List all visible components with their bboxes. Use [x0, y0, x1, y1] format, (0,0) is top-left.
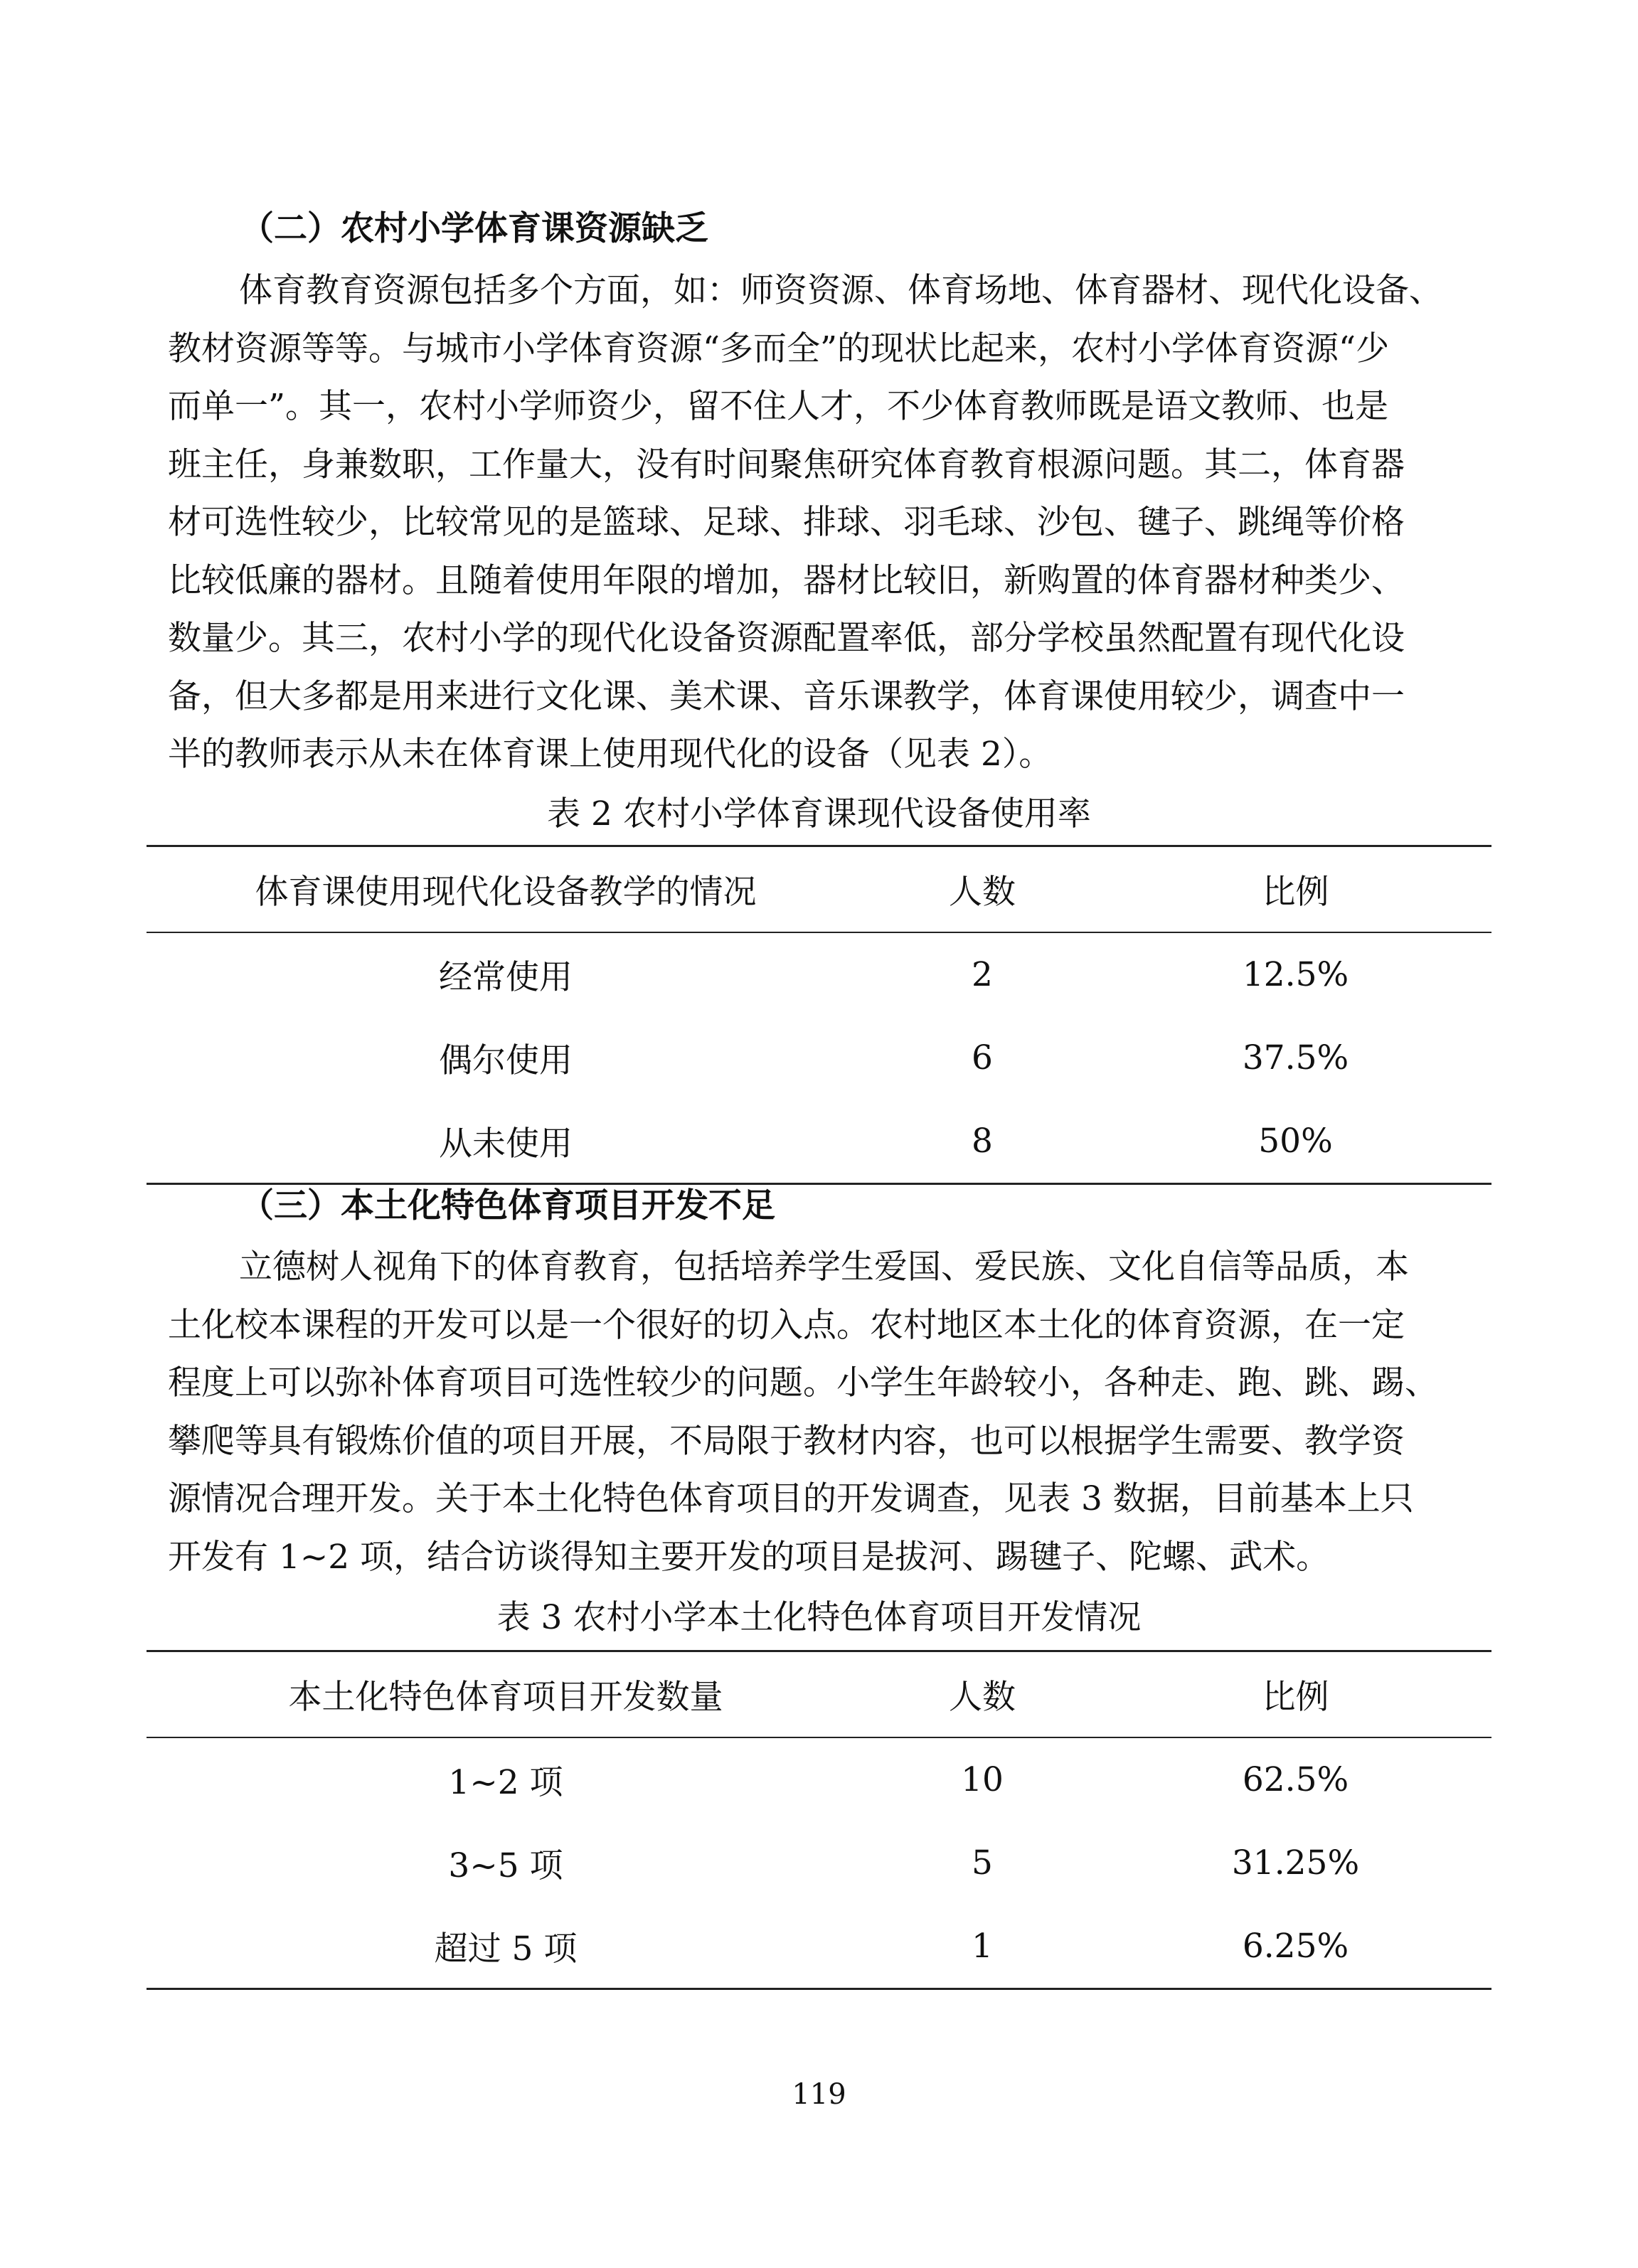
paragraph-line: 比较低廉的器材。且随着使用年限的增加，器材比较旧，新购置的体育器材种类少、 [168, 560, 1405, 600]
table-header-cell: 人数 [949, 1678, 1016, 1717]
paragraph-line: 备，但大多都是用来进行文化课、美术课、音乐课教学，体育课使用较少，调查中一 [168, 676, 1405, 716]
table-cell: 从未使用 [439, 1124, 573, 1164]
paragraph-line: 而单一”。其一，农村小学师资少，留不住人才，不少体育教师既是语文教师、也是 [168, 387, 1389, 426]
section-2-paragraph [168, 262, 1477, 784]
table-cell: 62.5% [1242, 1760, 1349, 1799]
paragraph-line: 数量少。其三，农村小学的现代化设备资源配置率低，部分学校虽然配置有现代化设 [168, 619, 1405, 658]
paragraph-line: 土化校本课程的开发可以是一个很好的切入点。农村地区本土化的体育资源，在一定 [168, 1305, 1405, 1345]
table-cell: 12.5% [1242, 955, 1349, 994]
table-header-cell: 体育课使用现代化设备教学的情况 [255, 873, 757, 912]
table-3-caption: 表 3 农村小学本土化特色体育项目开发情况 [496, 1598, 1142, 1637]
table-cell: 3~5 项 [448, 1846, 563, 1885]
table-cell: 2 [972, 955, 993, 994]
table-cell: 10 [961, 1760, 1004, 1799]
paragraph-line: 教材资源等等。与城市小学体育资源“多而全”的现状比起来，农村小学体育资源“少 [168, 329, 1390, 368]
table-row [147, 1100, 1491, 1183]
paragraph-line: 开发有 1~2 项，结合访谈得知主要开发的项目是拔河、踢毽子、陀螺、武术。 [168, 1537, 1330, 1577]
table-row [147, 933, 1491, 1016]
table-row [147, 1821, 1491, 1905]
paragraph-line: 源情况合理开发。关于本土化特色体育项目的开发调查，见表 3 数据，目前基本上只 [168, 1479, 1414, 1518]
table-header-cell: 本土化特色体育项目开发数量 [288, 1678, 723, 1717]
table-cell: 经常使用 [439, 958, 573, 997]
section-heading-3: （三）本土化特色体育项目开发不足 [240, 1186, 775, 1225]
table-cell: 6 [972, 1038, 993, 1077]
paragraph-line: 体育教育资源包括多个方面，如：师资资源、体育场地、体育器材、现代化设备、 [239, 271, 1442, 310]
table-header-cell: 比例 [1262, 873, 1329, 912]
table-header-row [147, 847, 1491, 933]
paragraph-line: 班主任，身兼数职，工作量大，没有时间聚焦研究体育教育根源问题。其二，体育器 [168, 444, 1405, 484]
table-cell: 1~2 项 [448, 1763, 563, 1802]
paragraph-line: 立德树人视角下的体育教育，包括培养学生爱国、爱民族、文化自信等品质，本 [239, 1247, 1409, 1287]
table-cell: 8 [972, 1122, 993, 1161]
table-cell: 超过 5 项 [434, 1929, 578, 1969]
table-cell: 偶尔使用 [439, 1041, 573, 1080]
table-row [147, 1738, 1491, 1821]
page-number: 119 [792, 2078, 846, 2111]
table-3 [147, 1650, 1491, 1990]
section-heading-2: （二）农村小学体育课资源缺乏 [240, 209, 708, 248]
table-cell: 37.5% [1242, 1038, 1349, 1077]
table-cell: 31.25% [1231, 1843, 1360, 1883]
table-header-cell: 人数 [949, 873, 1016, 912]
table-header-row [147, 1652, 1491, 1738]
paragraph-line: 程度上可以弥补体育项目可选性较少的问题。小学生年龄较小，各种走、跑、跳、踢、 [168, 1363, 1438, 1402]
paragraph-line: 攀爬等具有锻炼价值的项目开展，不局限于教材内容，也可以根据学生需要、教学资 [168, 1421, 1405, 1461]
table-cell: 50% [1258, 1122, 1333, 1161]
table-2-caption: 表 2 农村小学体育课现代设备使用率 [547, 794, 1091, 834]
table-row [147, 1016, 1491, 1100]
paragraph-line: 半的教师表示从未在体育课上使用现代化的设备（见表 2）。 [168, 735, 1053, 774]
table-2 [147, 845, 1491, 1185]
section-3-paragraph [168, 1238, 1477, 1586]
table-cell: 6.25% [1242, 1927, 1349, 1966]
paragraph-line: 材可选性较少，比较常见的是篮球、足球、排球、羽毛球、沙包、毽子、跳绳等价格 [168, 503, 1405, 542]
table-cell: 5 [972, 1843, 993, 1883]
table-row [147, 1905, 1491, 1988]
table-header-cell: 比例 [1262, 1678, 1329, 1717]
table-cell: 1 [972, 1927, 993, 1966]
